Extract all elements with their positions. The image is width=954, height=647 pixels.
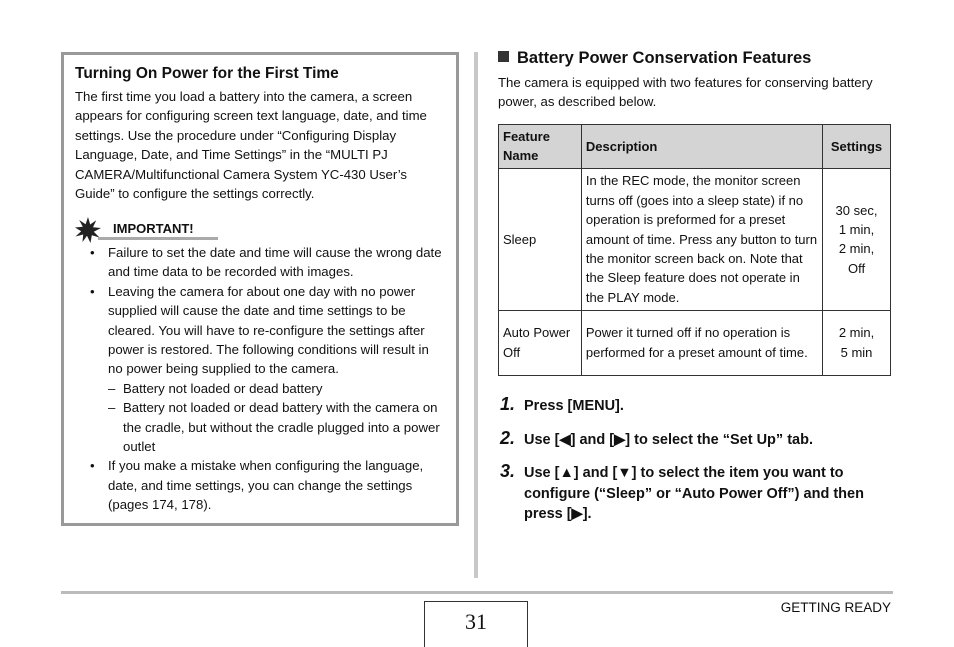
cell-settings [823, 168, 891, 310]
cell-settings [823, 310, 891, 375]
chapter-title: GETTING READY [780, 600, 891, 615]
step-text: Use [◀] and [▶] to select the “Set Up” tab. [524, 431, 813, 448]
step-text: Press [MENU]. [524, 398, 624, 414]
setting-value: Off [847, 260, 866, 276]
note-box [61, 52, 459, 526]
section-heading [498, 49, 811, 68]
table-header-row [499, 125, 891, 169]
bullet-text: If you make a mistake when configuring the language, date, and time settings, you can change the settings (pages 174, 178). [108, 458, 424, 513]
section-heading-text: Battery Power Conservation Features [517, 49, 812, 67]
setting-value: 5 min [840, 344, 873, 360]
cell-feature: Auto Power Off [499, 310, 582, 375]
setting-value: 2 min, [838, 325, 875, 341]
step-item [500, 463, 895, 525]
bullet-text: Leaving the camera for about one day with no power supplied will cause the date and time settings to be cleared. You will have to re-configure the settings after power is restored. The following conditions will result in no power being supplied to the camera. [108, 283, 429, 377]
header-description: Description [581, 125, 822, 169]
bullet-dot: • [90, 283, 95, 299]
step-item [500, 427, 895, 451]
important-bullet-list [84, 243, 444, 515]
step-number: 2. [500, 427, 516, 448]
sub-bullet-item [84, 398, 444, 456]
bullet-dot: • [90, 458, 95, 474]
step-number: 3. [500, 461, 516, 481]
section-description: The camera is equipped with two features for conserving battery power, as described below. [498, 75, 873, 110]
sub-bullet-dash: – [108, 380, 116, 396]
table-row [499, 168, 891, 310]
setting-value: 2 min, [838, 241, 875, 257]
important-underline [98, 237, 218, 240]
cell-feature: Sleep [499, 168, 582, 310]
bullet-text: Failure to set the date and time will cause the wrong date and time data to be recorded with images. [108, 245, 442, 280]
header-feature-name: Feature Name [499, 125, 582, 169]
square-bullet-icon [498, 51, 509, 62]
important-label: IMPORTANT! [113, 221, 194, 236]
setting-value: 1 min, [838, 221, 875, 237]
bullet-dot: • [90, 245, 95, 260]
column-divider [474, 52, 478, 578]
setting-value: 30 sec, [835, 202, 878, 218]
header-settings: Settings [823, 125, 891, 169]
bullet-item [84, 243, 444, 282]
cell-description: Power it turned off if no operation is performed for a preset amount of time. [581, 310, 822, 375]
note-box-paragraph: The first time you load a battery into the camera, a screen appears for configuring screen text language, date, and time settings. Use the procedure under “Configuring Display Language, Date, and Time Settings” in the “MULTI PJ CAMERA/Multifunctional Camera System YC-430 User’s Guide” to configure the settings correctly. [75, 89, 427, 202]
step-number: 1. [500, 394, 516, 414]
sub-bullet-dash: – [108, 400, 116, 416]
step-item [500, 396, 895, 417]
footer-rule [61, 591, 893, 594]
step-text: Use [▲] and [▼] to select the item you want to configure (“Sleep” or “Auto Power Off”) and then press [▶]. [524, 465, 864, 522]
features-table [498, 124, 891, 376]
steps-list [500, 396, 895, 538]
cell-description: In the REC mode, the monitor screen turns off (goes into a sleep state) if no operation is preformed for a preset amount of time. Press any button to turn the monitor screen back on. Note that the Sleep feature does not operate in the PLAY mode. [581, 168, 822, 310]
bullet-item [84, 456, 444, 514]
note-box-title: Turning On Power for the First Time [75, 65, 339, 82]
sub-bullet-text: Battery not loaded or dead battery [123, 380, 323, 396]
page-number: 31 [424, 601, 528, 647]
table-row [499, 310, 891, 375]
sub-bullet-text: Battery not loaded or dead battery with the camera on the cradle, but without the cradle plugged into a power outlet [123, 400, 440, 455]
bullet-item [84, 282, 444, 379]
sub-bullet-item [84, 379, 444, 398]
